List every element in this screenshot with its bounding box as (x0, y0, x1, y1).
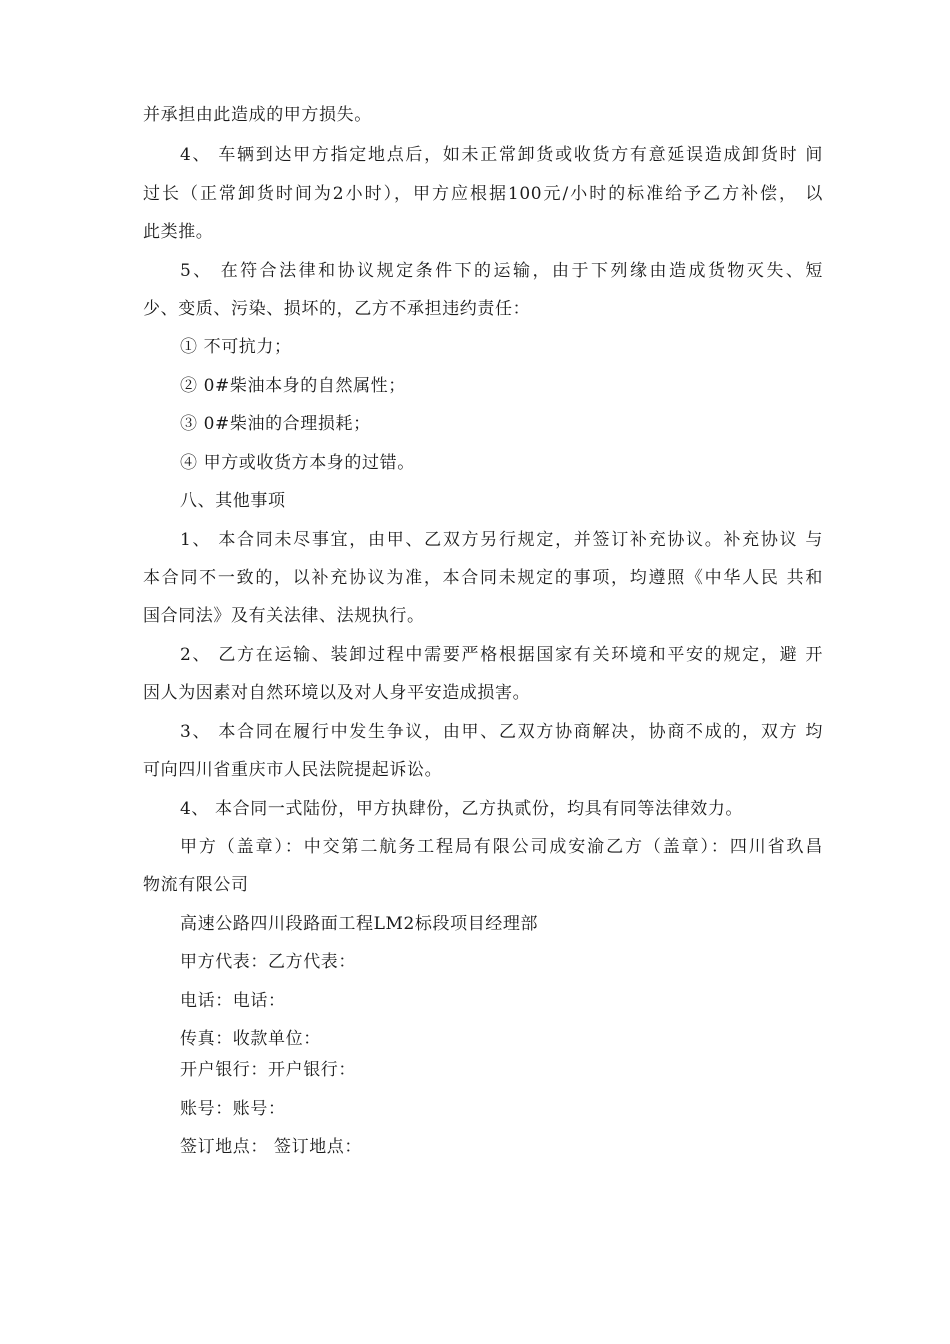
signature-line: 高速公路四川段路面工程LM2标段项目经理部 (180, 914, 539, 934)
field-line: 甲方代表：乙方代表： (180, 952, 356, 972)
field-line: 账号：账号： (180, 1099, 286, 1119)
field-line: 签订地点： 签订地点： (180, 1137, 363, 1157)
text-line: 本合同不一致的，以补充协议为准，本合同未规定的事项，均遵照《中华人民 共和 (143, 568, 823, 588)
text-line: 此类推。 (143, 222, 214, 242)
text-line: 2、 乙方在运输、装卸过程中需要严格根据国家有关环境和平安的规定，避 开 (180, 645, 823, 665)
field-line: 传真：收款单位： (180, 1029, 321, 1049)
list-item: ③ 0#柴油的合理损耗； (180, 414, 371, 434)
text-line: 5、 在符合法律和协议规定条件下的运输，由于下列缘由造成货物灭失、短 (180, 261, 823, 281)
text-line: 1、 本合同未尽事宜，由甲、乙双方另行规定，并签订补充协议。补充协议 与 (180, 530, 823, 550)
text-line: 因人为因素对自然环境以及对人身平安造成损害。 (143, 683, 531, 703)
list-item: ② 0#柴油本身的自然属性； (180, 376, 406, 396)
field-line: 电话：电话： (180, 991, 286, 1011)
text-line: 3、 本合同在履行中发生争议，由甲、乙双方协商解决，协商不成的，双方 均 (180, 722, 823, 742)
text-line: 少、变质、污染、损坏的，乙方不承担违约责任： (143, 299, 531, 319)
text-line: 国合同法》及有关法律、法规执行。 (143, 606, 425, 626)
field-line: 开户银行：开户银行： (180, 1060, 356, 1080)
section-heading: 八、其他事项 (180, 491, 286, 511)
text-line: 并承担由此造成的甲方损失。 (143, 105, 372, 125)
text-line: 4、 车辆到达甲方指定地点后，如未正常卸货或收货方有意延误造成卸货时 间 (180, 145, 823, 165)
text-line: 4、 本合同一式陆份，甲方执肆份，乙方执贰份，均具有同等法律效力。 (180, 799, 744, 819)
text-line: 过长（正常卸货时间为2小时），甲方应根据100元/小时的标准给予乙方补偿， 以 (143, 184, 823, 204)
list-item: ① 不可抗力； (180, 337, 292, 357)
text-line: 可向四川省重庆市人民法院提起诉讼。 (143, 760, 443, 780)
signature-line: 物流有限公司 (143, 875, 249, 895)
signature-line: 甲方（盖章）：中交第二航务工程局有限公司成安渝乙方（盖章）：四川省玖昌 (180, 837, 823, 857)
list-item: ④ 甲方或收货方本身的过错。 (180, 453, 415, 473)
